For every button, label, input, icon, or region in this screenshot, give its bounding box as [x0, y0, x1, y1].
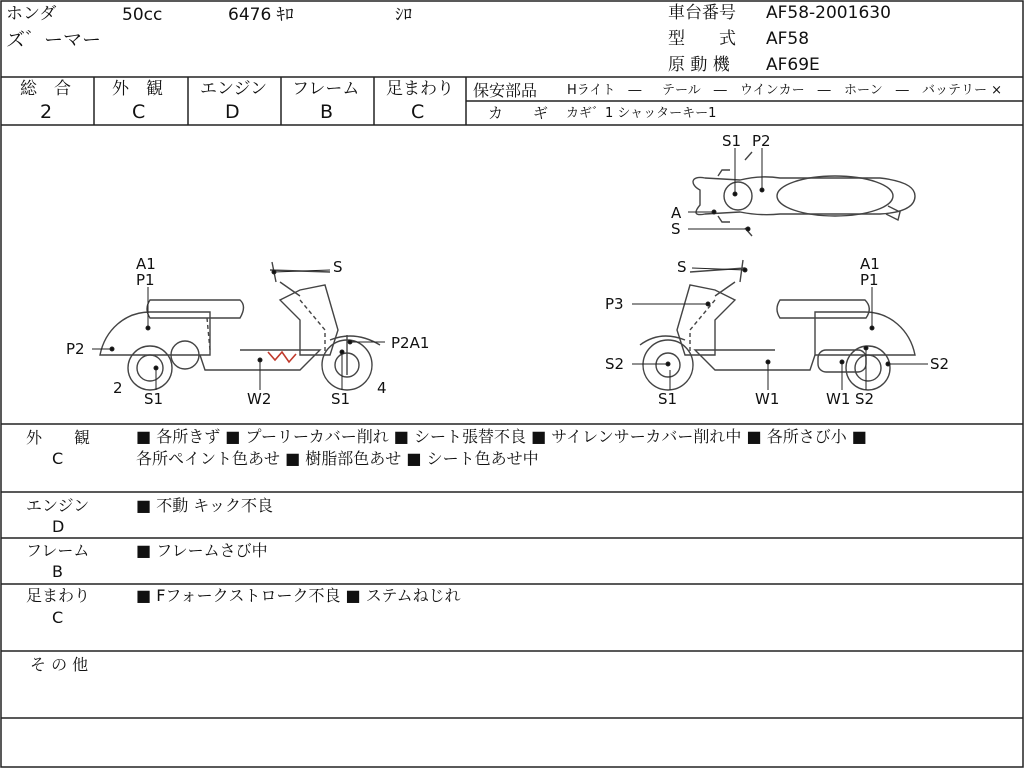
grade-overall-value: 2: [40, 101, 53, 123]
model-value: AF58: [766, 29, 810, 49]
section-engine-title: エンジン: [26, 496, 90, 515]
label-right-w1-rear: W1: [826, 390, 851, 408]
label-right-p3: P3: [605, 295, 624, 313]
label-right-s2-front: S2: [605, 355, 625, 373]
section-suspension-grade: C: [52, 608, 64, 627]
grade-frame-label: フレーム: [292, 79, 360, 99]
section-engine-grade: D: [52, 517, 65, 536]
equipment-taillight: テール ―: [662, 83, 727, 98]
label-top-p2: P2: [752, 132, 771, 150]
model-name: ズ゛ーマー: [6, 29, 102, 51]
frame-no-value: AF58-2001630: [766, 3, 891, 23]
section-frame-title: フレーム: [26, 541, 90, 560]
section-exterior-line2: 各所ペイント色あせ ■ 樹脂部色あせ ■ シート色あせ中: [136, 449, 539, 468]
label-right-s: S: [677, 258, 687, 276]
body-color: ｼﾛ: [395, 5, 412, 25]
label-top-s1: S1: [722, 132, 742, 150]
label-left-s: S: [333, 258, 343, 276]
scooter-top-view: [693, 152, 915, 236]
label-right-w1: W1: [755, 390, 780, 408]
equipment-label: 保安部品: [473, 81, 538, 100]
label-right-p1: P1: [860, 271, 879, 289]
maker: ホンダ: [6, 4, 57, 24]
grade-suspension-value: C: [411, 101, 425, 123]
grade-engine-label: エンジン: [200, 79, 268, 99]
label-top-a: A: [671, 204, 682, 222]
engine-label: 原 動 機: [668, 55, 730, 75]
label-right-s2-bottom: S2: [855, 390, 875, 408]
key-label: カ ギ: [488, 104, 549, 122]
grade-frame-value: B: [320, 101, 334, 123]
label-left-p2a1: P2A1: [391, 334, 430, 352]
mileage: 6476 ｷﾛ: [228, 5, 294, 25]
section-exterior-line1: ■ 各所きず ■ プーリーカバー削れ ■ シート張替不良 ■ サイレンサーカバー削れ中 ■ 各所さび小 ■: [136, 427, 867, 446]
section-exterior-grade: C: [52, 449, 64, 468]
model-label: 型 式: [668, 29, 736, 49]
key-value: カギ゛1 シャッターキー1: [566, 106, 717, 121]
label-left-a1: A1: [136, 255, 156, 273]
section-frame-grade: B: [52, 562, 63, 581]
engine-value: AF69E: [766, 55, 820, 75]
displacement: 50cc: [122, 5, 163, 25]
equipment-battery: バッテリー ×: [922, 83, 1003, 98]
grade-overall-label: 総 合: [20, 79, 71, 99]
section-exterior-title: 外 観: [26, 428, 91, 447]
equipment-winker: ウインカー ―: [740, 83, 831, 98]
label-right-s1: S1: [658, 390, 678, 408]
label-left-p1: P1: [136, 271, 155, 289]
scratch-mark: [268, 352, 296, 362]
right-leaders: [632, 268, 928, 390]
section-frame-line1: ■ フレームさび中: [136, 541, 268, 560]
label-left-s1-rear: S1: [144, 390, 164, 408]
section-suspension-line1: ■ Fフォークストローク不良 ■ ステムねじれ: [136, 586, 461, 605]
label-left-2: 2: [113, 379, 123, 397]
grade-exterior-value: C: [132, 101, 146, 123]
frame-no-label: 車台番号: [668, 3, 736, 23]
equipment-horn: ホーン ―: [844, 83, 909, 98]
grade-engine-value: D: [225, 101, 240, 123]
label-left-4: 4: [377, 379, 387, 397]
grade-suspension-label: 足まわり: [386, 79, 454, 99]
label-right-s2-rear: S2: [930, 355, 950, 373]
label-right-a1: A1: [860, 255, 880, 273]
label-top-s: S: [671, 220, 681, 238]
section-suspension-title: 足まわり: [26, 586, 91, 605]
equipment-headlight: Hライト ―: [567, 83, 642, 98]
label-left-s1-front: S1: [331, 390, 351, 408]
grade-exterior-label: 外 観: [112, 79, 163, 99]
section-other-title: そ の 他: [30, 655, 89, 674]
label-left-w2: W2: [247, 390, 272, 408]
label-left-p2: P2: [66, 340, 85, 358]
section-engine-line1: ■ 不動 キック不良: [136, 496, 273, 515]
